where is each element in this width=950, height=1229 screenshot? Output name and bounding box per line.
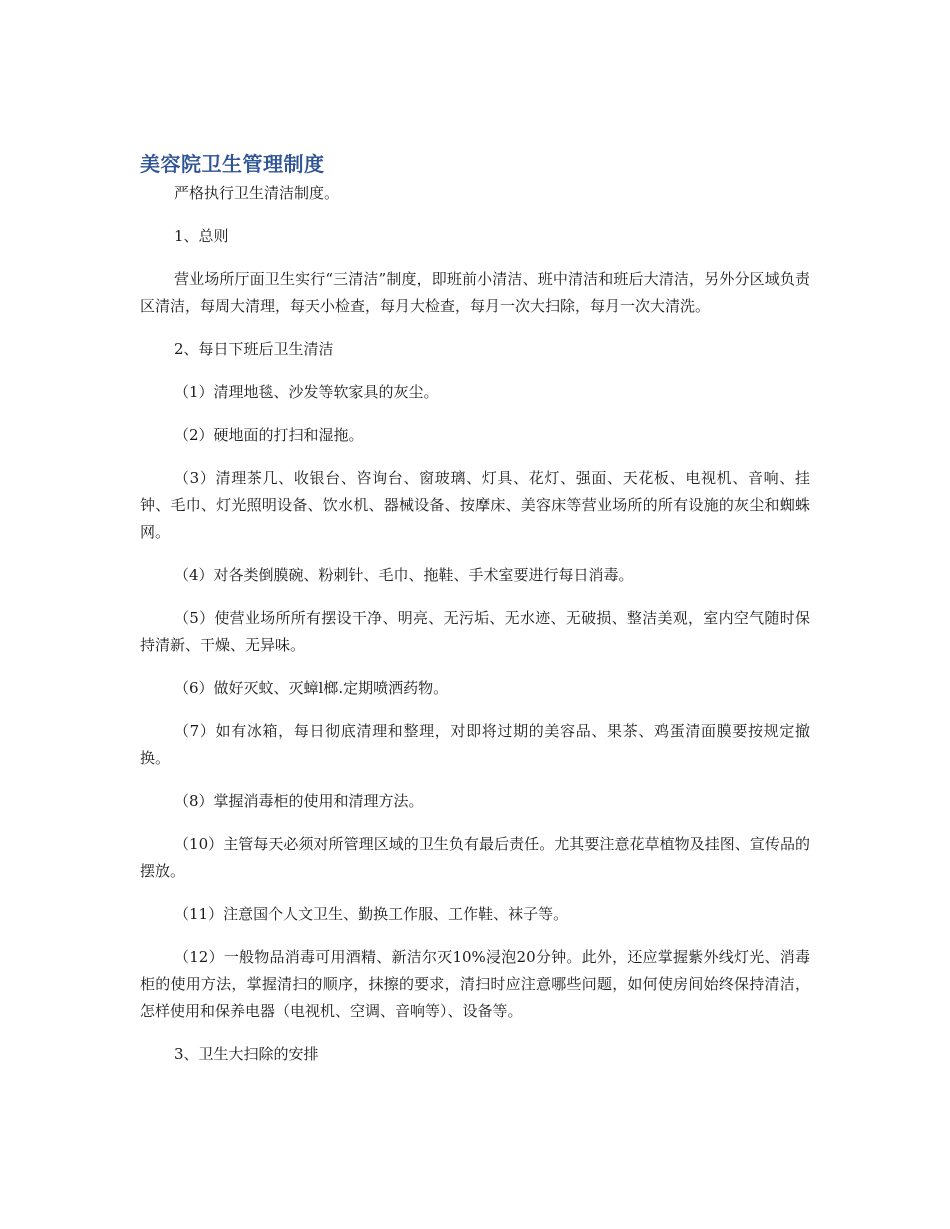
list-item-5: （5）使营业场所所有摆设干净、明亮、无污垢、无水迹、无破损、整洁美观，室内空气随时保持清新、干燥、无异味。	[140, 609, 810, 654]
section-heading-daily-cleaning: 2、每日下班后卫生清洁	[174, 340, 334, 358]
list-item-11: （11）注意国个人文卫生、勤换工作服、工作鞋、袜子等。	[174, 905, 569, 923]
list-item-7: （7）如有冰箱，每日彻底清理和整理，对即将过期的美容品、果茶、鸡蛋清面膜要按规定撤换。	[140, 722, 810, 767]
document-body	[140, 150, 810, 1084]
list-item-10: （10）主管每天必须对所管理区域的卫生负有最后责任。尤其要注意花草植物及挂图、宣传品的摆放。	[140, 835, 810, 880]
list-item-6: （6）做好灭蚊、灭蟑l榔.定期喷洒药物。	[174, 679, 449, 697]
paragraph-general: 营业场所厅面卫生实行“三清洁”制度，即班前小清洁、班中清洁和班后大清洁，另外分区域负责区清洁，每周大清理，每天小检查，每月大检查，每月一次大扫除，每月一次大清洗。	[140, 270, 810, 315]
list-item-2: （2）硬地面的打扫和湿拖。	[174, 426, 364, 444]
section-heading-major-cleaning: 3、卫生大扫除的安排	[174, 1045, 319, 1063]
paragraph-intro: 严格执行卫生清洁制度。	[174, 184, 340, 202]
list-item-12: （12）一般物品消毒可用酒精、新洁尔灭10%浸泡20分钟。此外，还应掌握紫外线灯光、消毒柜的使用方法，掌握清扫的顺序，抹擦的要求，清扫时应注意哪些问题，如何使房间始终保持清洁，怎样使用和保养电器（电视机、空调、音响等）、设备等。	[140, 948, 810, 1020]
list-item-8: （8）掌握消毒柜的使用和清理方法。	[174, 792, 424, 810]
document-title: 美容院卫生管理制度	[140, 152, 325, 176]
list-item-3: （3）清理茶几、收银台、咨询台、窗玻璃、灯具、花灯、强面、天花板、电视机、音响、挂钟、毛巾、灯光照明设备、饮水机、器械设备、按摩床、美容床等营业场所的所有设施的灰尘和蜘蛛网。	[140, 469, 810, 541]
section-heading-general: 1、总则	[174, 227, 229, 245]
list-item-1: （1）清理地毯、沙发等软家具的灰尘。	[174, 383, 439, 401]
list-item-4: （4）对各类倒膜碗、粉刺针、毛巾、拖鞋、手术室要进行每日消毒。	[174, 566, 634, 584]
